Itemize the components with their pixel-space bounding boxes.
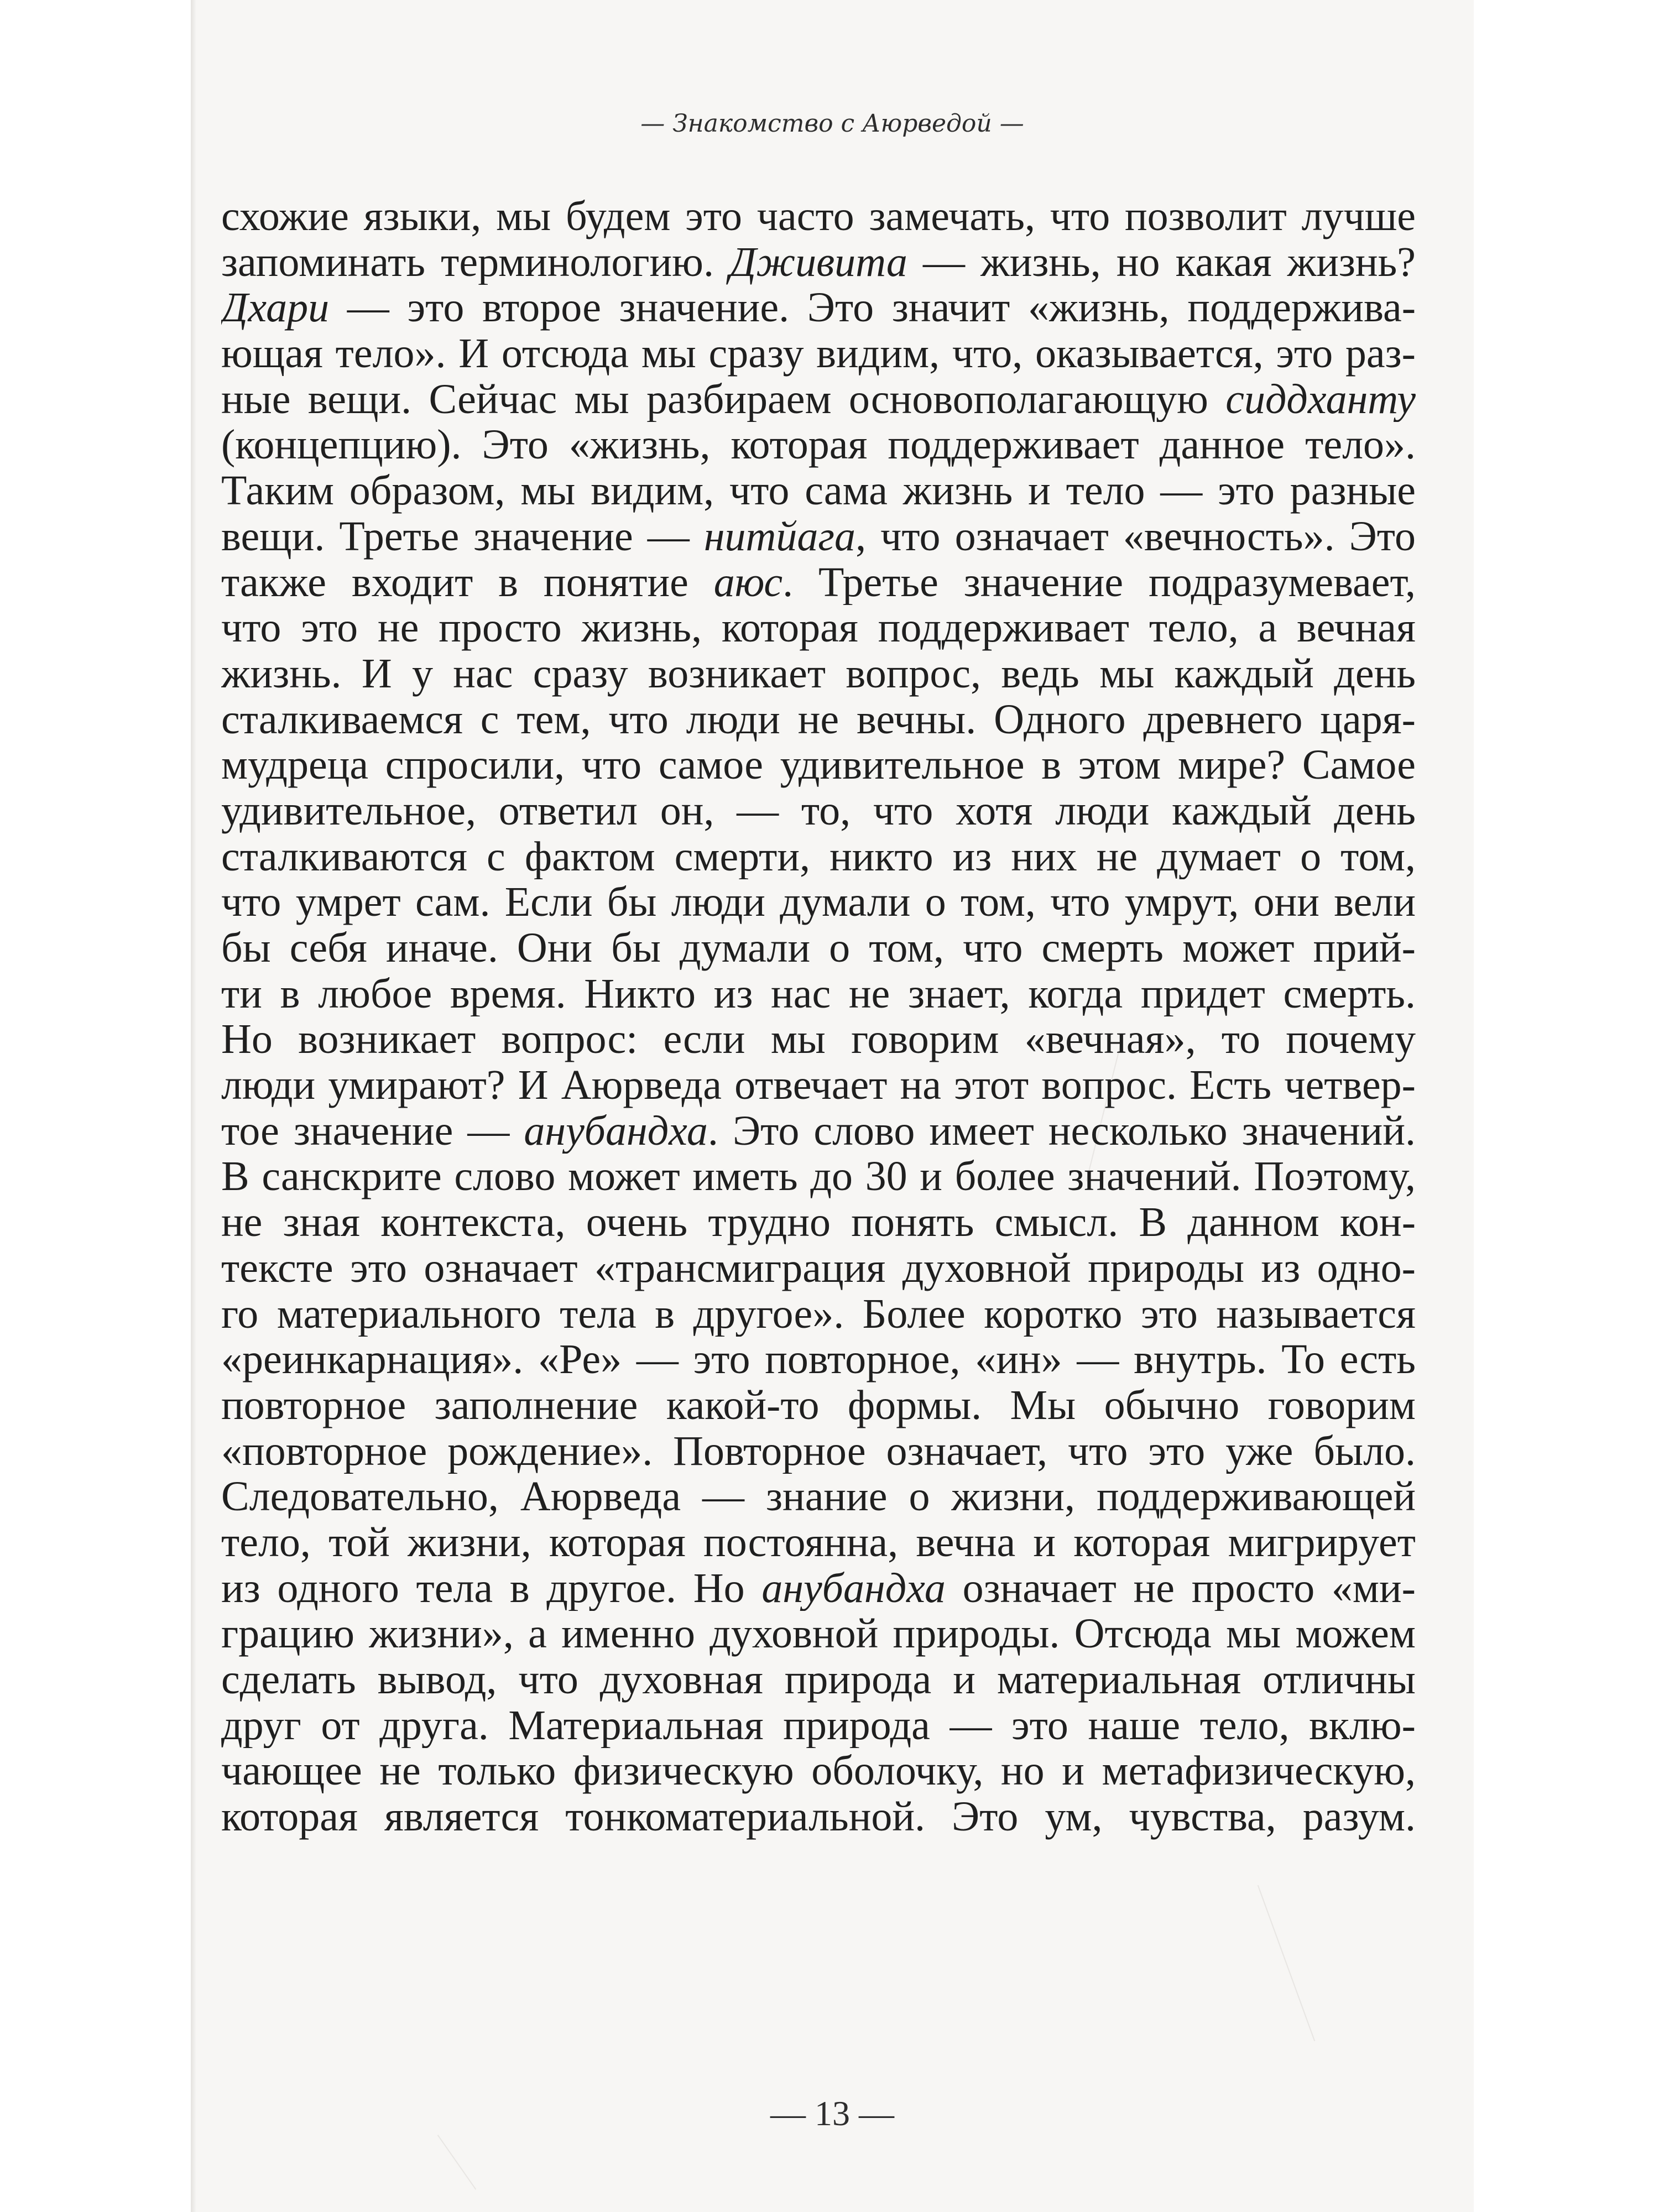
text-line xyxy=(221,1062,1416,1108)
text-run: тексте это означает «трансмиграция духовной природы из одно- xyxy=(221,1245,1416,1291)
text-run: Таким образом, мы видим, что сама жизнь и тело — это разные xyxy=(221,468,1416,514)
text-line xyxy=(221,1383,1416,1428)
text-run: мудреца спросили, что самое удивительное в этом мире? Самое xyxy=(221,742,1416,788)
paper-scratch xyxy=(437,2135,476,2189)
text-run: из одного тела в другое. Но xyxy=(221,1565,762,1611)
text-run: Но возникает вопрос: если мы говорим «вечная», то почему xyxy=(221,1016,1416,1063)
text-run: также входит в понятие xyxy=(221,559,714,606)
text-run: схожие языки, мы будем это часто замечать, что позволит лучше xyxy=(221,194,1416,239)
text-run: сталкиваются с фактом смерти, никто из них не думает о том, xyxy=(221,833,1416,880)
text-run: тое значение — xyxy=(221,1108,524,1154)
text-line xyxy=(221,925,1416,971)
text-run: жизнь. И у нас сразу возникает вопрос, ведь мы каждый день xyxy=(221,650,1416,697)
text-line xyxy=(221,285,1416,331)
text-run: тело, той жизни, которая постоянна, вечна и которая мигрирует xyxy=(221,1519,1416,1566)
text-run: которая является тонкоматериальной. Это ум, чувства, разум. xyxy=(221,1794,1416,1840)
text-line xyxy=(221,468,1416,514)
running-head: — Знакомство с Аюрведой — xyxy=(640,109,1024,138)
text-line xyxy=(221,834,1416,880)
text-run: что это не просто жизнь, которая поддерживает тело, а вечная xyxy=(221,605,1416,651)
text-run: люди умирают? И Аюрведа отвечает на этот вопрос. Есть четвер- xyxy=(221,1062,1416,1108)
text-run: . Третье значение подразумевает, xyxy=(782,559,1416,606)
text-line xyxy=(221,377,1416,422)
text-run: ти в любое время. Никто из нас не знает, когда придет смерть. xyxy=(221,971,1416,1017)
text-line xyxy=(221,239,1416,285)
italic-term: анубандха xyxy=(761,1565,946,1611)
text-line xyxy=(221,422,1416,468)
text-line xyxy=(221,1199,1416,1245)
text-line xyxy=(221,1291,1416,1337)
text-run: «повторное рождение». Повторное означает, что это уже было. xyxy=(221,1428,1416,1474)
text-line xyxy=(221,788,1416,834)
text-run: сделать вывод, что духовная природа и материальная отличны xyxy=(221,1657,1416,1703)
text-line xyxy=(221,971,1416,1017)
text-line xyxy=(221,331,1416,377)
text-line xyxy=(221,1703,1416,1749)
text-run: что умрет сам. Если бы люди думали о том, что умрут, они вели xyxy=(221,879,1416,925)
text-run: чающее не только физическую оболочку, но и метафизическую, xyxy=(221,1748,1416,1794)
text-line xyxy=(221,742,1416,788)
text-run: — это второе значение. Это значит «жизнь, поддержива- xyxy=(329,285,1416,331)
italic-term: анубандха xyxy=(524,1108,708,1154)
text-run: удивительное, ответил он, — то, что хотя люди каждый день xyxy=(221,787,1416,834)
text-line xyxy=(221,1748,1416,1794)
text-run: означает не просто «ми- xyxy=(945,1565,1416,1611)
text-run: сталкиваемся с тем, что люди не вечны. Одного древнего царя- xyxy=(221,696,1416,743)
text-line xyxy=(221,560,1416,606)
text-line xyxy=(221,1474,1416,1520)
italic-term: аюс xyxy=(713,559,783,606)
text-run: бы себя иначе. Они бы думали о том, что смерть может прий- xyxy=(221,925,1416,971)
text-run: вещи. Третье значение — xyxy=(221,513,704,560)
italic-term: сиддханту xyxy=(1225,376,1416,422)
text-run: ющая тело». И отсюда мы сразу видим, что, оказывается, это раз- xyxy=(221,331,1416,377)
text-run: не зная контекста, очень трудно понять смысл. В данном кон- xyxy=(221,1199,1416,1245)
text-line xyxy=(221,1657,1416,1703)
text-run: го материального тела в другое». Более коротко это называется xyxy=(221,1291,1416,1337)
page-edge-shadow xyxy=(191,0,196,2212)
text-run: ные вещи. Сейчас мы разбираем основополагающую xyxy=(221,376,1226,422)
text-run: В санскрите слово может иметь до 30 и более значений. Поэтому, xyxy=(221,1154,1416,1200)
text-run: . Это слово имеет несколько значений. xyxy=(707,1108,1416,1154)
text-line xyxy=(221,1520,1416,1566)
paper-scratch xyxy=(1258,1885,1315,2042)
text-line xyxy=(221,1566,1416,1611)
text-line xyxy=(221,651,1416,697)
text-line xyxy=(221,1154,1416,1199)
book-page xyxy=(191,0,1474,2212)
text-line xyxy=(221,194,1416,239)
text-run: повторное заполнение какой-то формы. Мы обычно говорим xyxy=(221,1382,1416,1428)
text-line xyxy=(221,605,1416,651)
page-number: — 13 — xyxy=(770,2094,894,2133)
text-run: Следовательно, Аюрведа — знание о жизни, поддерживающей xyxy=(221,1474,1416,1520)
text-line xyxy=(221,1245,1416,1291)
body-text xyxy=(221,194,1416,1840)
text-run: — жизнь, но какая жизнь? xyxy=(907,239,1416,285)
italic-term: Дхари xyxy=(221,285,330,331)
italic-term: нитйага xyxy=(703,513,856,560)
text-line xyxy=(221,1337,1416,1383)
text-line xyxy=(221,1016,1416,1062)
text-run: , что означает «вечность». Это xyxy=(855,513,1416,560)
text-line xyxy=(221,1108,1416,1154)
text-line xyxy=(221,1611,1416,1657)
text-line xyxy=(221,697,1416,743)
text-run: «реинкарнация». «Ре» — это повторное, «ин» — внутрь. То есть xyxy=(221,1337,1416,1383)
text-line xyxy=(221,879,1416,925)
text-run: друг от друга. Материальная природа — это наше тело, вклю- xyxy=(221,1702,1416,1749)
italic-term: Дживита xyxy=(729,239,907,285)
text-line xyxy=(221,1794,1416,1840)
text-run: запоминать терминологию. xyxy=(221,239,730,285)
text-line xyxy=(221,514,1416,560)
text-run: (концепцию). Это «жизнь, которая поддерживает данное тело». xyxy=(221,422,1416,468)
text-line xyxy=(221,1428,1416,1474)
text-run: грацию жизни», а именно духовной природы. Отсюда мы можем xyxy=(221,1611,1416,1657)
